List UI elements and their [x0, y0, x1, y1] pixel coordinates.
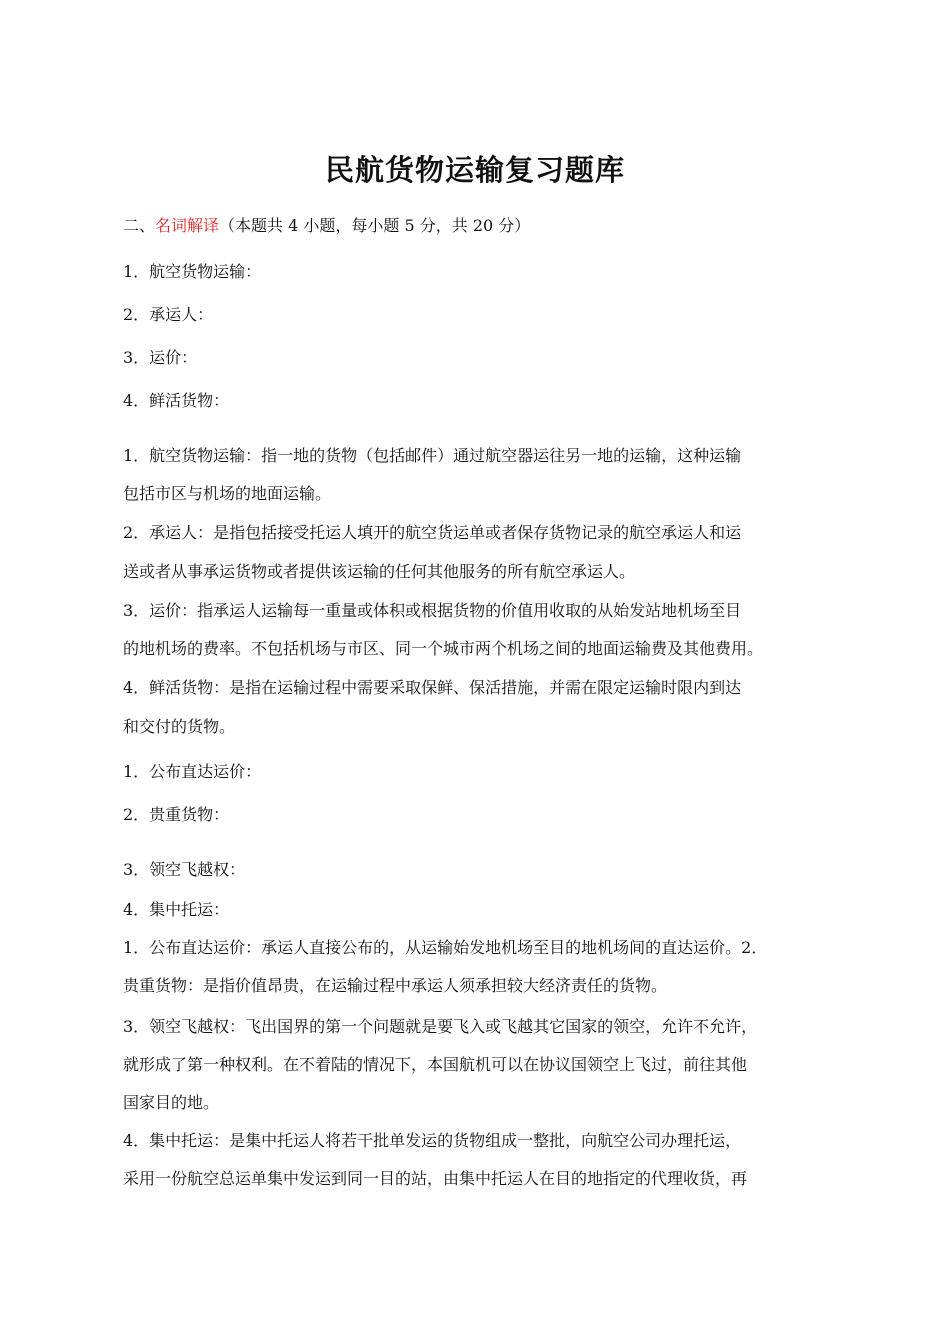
answer-b-line: 4．集中托运：是集中托运人将若干批单发运的货物组成一整批，向航空公司办理托运，: [123, 1131, 742, 1150]
answer-b-line: 采用一份航空总运单集中发运到同一目的站，由集中托运人在目的地指定的代理收货，再: [123, 1169, 748, 1188]
answer-a-line: 和交付的货物。: [123, 717, 236, 736]
page-title: 民航货物运输复习题库: [324, 153, 625, 187]
question-a4: 4．鲜活货物：: [123, 391, 230, 410]
question-b1: 1．公布直达运价：: [123, 762, 262, 781]
answer-a-line: 3．运价：指承运人运输每一重量或体积或根据货物的价值用收取的从始发站地机场至目: [123, 601, 742, 620]
answer-a-line: 送或者从事承运货物或者提供该运输的任何其他服务的所有航空承运人。: [123, 562, 636, 581]
section-suffix: （本题共 4 小题，每小题 5 分，共 20 分）: [219, 216, 531, 235]
answer-a-line: 1．航空货物运输：指一地的货物（包括邮件）通过航空器运往另一地的运输，这种运输: [123, 446, 742, 465]
question-a3: 3．运价：: [123, 348, 198, 367]
answer-b-line: 3．领空飞越权：飞出国界的第一个问题就是要飞入或飞越其它国家的领空，允许不允许，: [123, 1017, 758, 1036]
answer-b-line: 1．公布直达运价：承运人直接公布的，从运输始发地机场至目的地机场间的直达运价。2．: [123, 938, 768, 957]
answer-a-line: 包括市区与机场的地面运输。: [123, 484, 332, 503]
answer-a-line: 2．承运人：是指包括接受托运人填开的航空货运单或者保存货物记录的航空承运人和运: [123, 523, 742, 542]
question-b2: 2．贵重货物：: [123, 805, 230, 824]
answer-b-line: 国家目的地。: [123, 1093, 220, 1112]
answer-a-line: 4．鲜活货物：是指在运输过程中需要采取保鲜、保活措施，并需在限定运输时限内到达: [123, 678, 742, 697]
question-a1: 1．航空货物运输：: [123, 262, 262, 281]
section-heading: [123, 215, 530, 237]
answer-b-line: 就形成了第一种权利。在不着陆的情况下，本国航机可以在协议国领空上飞过，前往其他: [123, 1055, 748, 1074]
question-a2: 2．承运人：: [123, 305, 214, 324]
question-b4: 4．集中托运：: [123, 900, 230, 919]
question-b3: 3．领空飞越权：: [123, 860, 246, 879]
answer-a-line: 的地机场的费率。不包括机场与市区、同一个城市两个机场之间的地面运输费及其他费用。: [123, 639, 764, 658]
answer-b-line: 贵重货物：是指价值昂贵，在运输过程中承运人须承担较大经济责任的货物。: [123, 976, 668, 995]
section-name: 名词解译: [155, 216, 220, 235]
section-prefix: 二、: [123, 216, 156, 235]
